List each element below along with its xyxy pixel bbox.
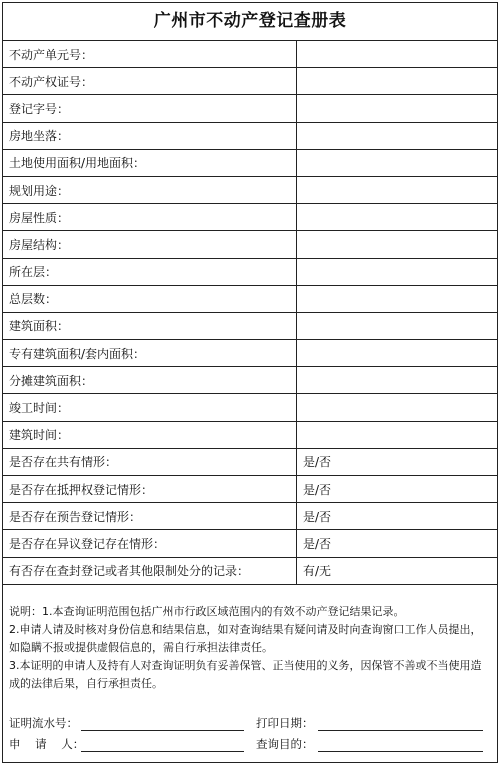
- serial-field[interactable]: [81, 716, 244, 731]
- row-label: 房地坐落：: [3, 122, 297, 149]
- row-label: 总层数：: [3, 285, 297, 312]
- row-label: 有否存在查封登记或者其他限制处分的记录：: [3, 557, 297, 584]
- notes-section: [3, 585, 497, 693]
- applicant-label: 申 请 人：: [9, 737, 85, 751]
- note-2: 2.申请人请及时核对身份信息和结果信息，如对查询结果有疑问请及时向查询窗口工作人员提出，如隐瞒不报或提供虚假信息的，需自行承担法律责任。: [9, 622, 482, 654]
- row-label: 分摊建筑面积：: [3, 367, 297, 394]
- table-row: [3, 476, 497, 503]
- row-label: 房屋性质：: [3, 204, 297, 231]
- row-value[interactable]: [297, 394, 498, 421]
- row-value[interactable]: [297, 231, 498, 258]
- row-label: 登记字号：: [3, 95, 297, 122]
- note-1: 说明：1.本查询证明范围包括广州市行政区域范围内的有效不动产登记结果记录。: [9, 604, 405, 618]
- row-label: 是否存在共有情形：: [3, 448, 297, 475]
- page-title: 广州市不动产登记查册表: [3, 3, 497, 41]
- row-value[interactable]: [297, 421, 498, 448]
- table-row: [3, 503, 497, 530]
- table-row: [3, 421, 497, 448]
- document-page: [2, 2, 498, 763]
- row-value[interactable]: [297, 258, 498, 285]
- row-label: 竣工时间：: [3, 394, 297, 421]
- table-row: [3, 68, 497, 95]
- row-value[interactable]: 是/否: [297, 448, 498, 475]
- table-row: [3, 41, 497, 68]
- serial-label: 证明流水号：: [9, 716, 78, 730]
- row-label: 是否存在异议登记存在情形：: [3, 530, 297, 557]
- row-label: 所在层：: [3, 258, 297, 285]
- row-label: 规划用途：: [3, 176, 297, 203]
- row-label: 建筑时间：: [3, 421, 297, 448]
- row-value[interactable]: [297, 340, 498, 367]
- row-value[interactable]: [297, 149, 498, 176]
- applicant-field[interactable]: [81, 737, 244, 752]
- table-row: [3, 258, 497, 285]
- row-value[interactable]: [297, 312, 498, 339]
- table-row: [3, 367, 497, 394]
- table-row: [3, 285, 497, 312]
- row-value[interactable]: [297, 285, 498, 312]
- table-row: [3, 95, 497, 122]
- note-3: 3.本证明的申请人及持有人对查询证明负有妥善保管、正当使用的义务，因保管不善或不当使用造成的法律后果，自行承担责任。: [9, 658, 482, 690]
- row-label: 不动产单元号：: [3, 41, 297, 68]
- row-value[interactable]: 是/否: [297, 503, 498, 530]
- row-value[interactable]: [297, 176, 498, 203]
- print-date-field[interactable]: [318, 716, 483, 731]
- row-value[interactable]: [297, 122, 498, 149]
- footer: [9, 710, 491, 752]
- table-row: [3, 448, 497, 475]
- row-value[interactable]: [297, 367, 498, 394]
- row-label: 不动产权证号：: [3, 68, 297, 95]
- row-value[interactable]: 是/否: [297, 476, 498, 503]
- table-row: [3, 231, 497, 258]
- row-value[interactable]: [297, 41, 498, 68]
- row-label: 土地使用面积/用地面积：: [3, 149, 297, 176]
- row-label: 是否存在预告登记情形：: [3, 503, 297, 530]
- purpose-field[interactable]: [318, 737, 483, 752]
- table-row: [3, 122, 497, 149]
- row-label: 建筑面积：: [3, 312, 297, 339]
- print-date-label: 打印日期：: [256, 716, 314, 730]
- row-value[interactable]: [297, 95, 498, 122]
- row-label: 是否存在抵押权登记情形：: [3, 476, 297, 503]
- row-label: 房屋结构：: [3, 231, 297, 258]
- table-row: [3, 149, 497, 176]
- row-value[interactable]: [297, 204, 498, 231]
- record-table: [3, 41, 497, 585]
- table-row: [3, 204, 497, 231]
- table-row: [3, 176, 497, 203]
- table-row: [3, 557, 497, 584]
- table-row: [3, 530, 497, 557]
- table-row: [3, 340, 497, 367]
- row-value[interactable]: 有/无: [297, 557, 498, 584]
- table-row: [3, 394, 497, 421]
- row-label: 专有建筑面积/套内面积：: [3, 340, 297, 367]
- purpose-label: 查询目的：: [256, 737, 314, 751]
- table-row: [3, 312, 497, 339]
- row-value[interactable]: [297, 68, 498, 95]
- row-value[interactable]: 是/否: [297, 530, 498, 557]
